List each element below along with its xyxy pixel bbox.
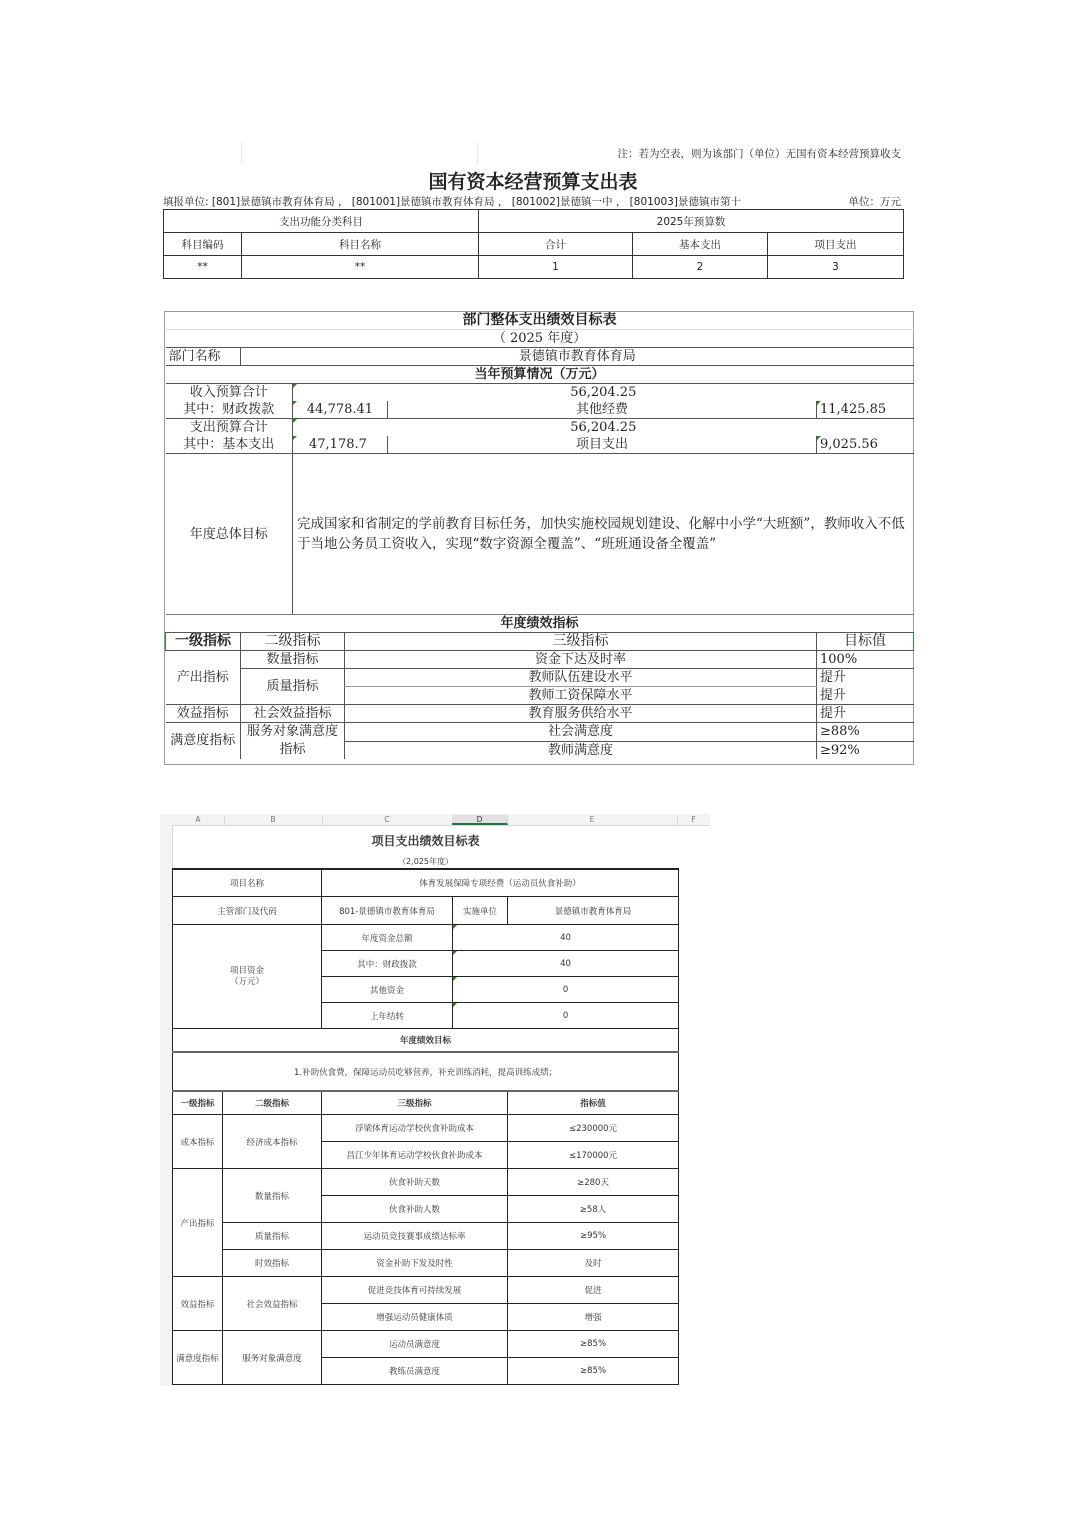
- table-row: [173, 1115, 679, 1142]
- sheet-year: （2,025年度）: [398, 857, 453, 866]
- target-cell[interactable]: 100%: [817, 651, 914, 669]
- column-header: 目标值: [817, 633, 914, 651]
- column-header: 指标值: [508, 1091, 679, 1115]
- value-cell[interactable]: ≥85%: [508, 1331, 679, 1358]
- level3-cell: 资金补助下发及时性: [322, 1250, 508, 1277]
- level3-cell: 伙食补助天数: [322, 1169, 508, 1196]
- column-letter-f[interactable]: F: [691, 815, 696, 824]
- level3-cell: 运动员竞技赛事成绩达标率: [322, 1223, 508, 1250]
- project-expense-value[interactable]: 9,025.56: [817, 436, 914, 454]
- column-header: 科目名称: [242, 233, 479, 256]
- value-cell[interactable]: ≤230000元: [508, 1115, 679, 1142]
- sheet-year: （ 2025 年度）: [166, 330, 914, 348]
- other-funds-value[interactable]: 11,425.85: [817, 401, 914, 419]
- project-funds-label-line1: 项目资金: [229, 965, 264, 976]
- level3-cell: 教练员满意度: [322, 1358, 508, 1385]
- level3-cell: 昌江少年体育运动学校伙食补助成本: [322, 1142, 508, 1169]
- budget-expense-table: [163, 209, 904, 279]
- column-header: 一级指标: [173, 1091, 223, 1115]
- level1-cell: 成本指标: [173, 1115, 223, 1169]
- table-cell[interactable]: **: [164, 256, 242, 279]
- level3-cell: 资金下达及时率: [345, 651, 817, 669]
- column-header: 科目编码: [164, 233, 242, 256]
- table-row: [166, 723, 914, 742]
- target-cell[interactable]: 提升: [817, 669, 914, 687]
- indicators-header: 年度绩效指标: [166, 615, 914, 633]
- column-header: 三级指标: [322, 1091, 508, 1115]
- level3-cell: 增强运动员健康体质: [322, 1304, 508, 1331]
- level2-cell: 质量指标: [241, 669, 345, 705]
- fiscal-allocation-label: 其中：财政拨款: [166, 401, 293, 419]
- level1-cell: 效益指标: [173, 1277, 223, 1331]
- income-total-label: 收入预算合计: [189, 385, 268, 400]
- project-performance-table: [172, 825, 679, 1385]
- level3-cell: 促进竞技体育可持续发展: [322, 1277, 508, 1304]
- level3-cell: 教育服务供给水平: [345, 705, 817, 723]
- value-cell[interactable]: 及时: [508, 1250, 679, 1277]
- table-row: [164, 256, 904, 279]
- sheet-title: 部门整体支出绩效目标表: [166, 312, 914, 330]
- grid-line: [241, 142, 242, 164]
- table-cell[interactable]: 2: [633, 256, 768, 279]
- level1-cell: 产出指标: [166, 651, 241, 705]
- fund-item-value[interactable]: 0: [453, 1003, 679, 1029]
- value-cell[interactable]: ≥85%: [508, 1358, 679, 1385]
- annual-goal-label: 年度总体目标: [166, 454, 293, 615]
- project-performance-sheet: [160, 814, 710, 1386]
- level3-cell: 社会满意度: [345, 723, 817, 742]
- level2-cell: 数量指标: [241, 651, 345, 669]
- annual-goal-text[interactable]: 完成国家和省制定的学前教育目标任务，加快实施校园规划建设、化解中小学“大班额”，教师收入不低于当地公务员工资收入，实现“数字资源全覆盖”、“班班通设备全覆盖”: [293, 454, 914, 615]
- department-performance-table: [165, 312, 914, 759]
- annual-goal-header: 年度绩效目标: [173, 1029, 679, 1053]
- impl-unit-label: 实施单位: [453, 897, 508, 925]
- level1-cell: 满意度指标: [170, 733, 236, 748]
- fund-item-value[interactable]: 40: [453, 951, 679, 977]
- table-row: [166, 705, 914, 723]
- level3-cell: 教师队伍建设水平: [345, 669, 817, 687]
- table-row: [166, 651, 914, 669]
- impl-unit-value[interactable]: 景德镇市教育体育局: [508, 897, 679, 925]
- level3-cell: 教师工资保障水平: [345, 687, 817, 705]
- expense-total-value[interactable]: 56,204.25: [293, 419, 914, 437]
- income-total-value[interactable]: 56,204.25: [293, 384, 914, 402]
- basic-expense-value[interactable]: 47,178.7: [293, 436, 388, 454]
- column-letter-d[interactable]: D: [452, 815, 508, 825]
- column-header: 一级指标: [166, 633, 241, 651]
- table-row: [173, 1223, 679, 1250]
- fund-item-label: 其他资金: [322, 977, 453, 1003]
- target-cell[interactable]: ≥92%: [817, 741, 914, 759]
- filling-unit: 填报单位: [801]景德镇市教育体育局 ， [801001]景德镇市教育体育局 ， [801002]景德镇一中 ， [801003]景德镇市第十: [163, 196, 741, 208]
- target-cell[interactable]: 提升: [817, 705, 914, 723]
- dept-name-value[interactable]: 景德镇市教育体育局: [241, 348, 914, 366]
- fiscal-allocation-value[interactable]: 44,778.41: [293, 401, 388, 419]
- group-header-budget: 2025年预算数: [479, 210, 904, 233]
- group-header-function: 支出功能分类科目: [164, 210, 479, 233]
- level2-cell: 质量指标: [223, 1223, 322, 1250]
- column-letter-e[interactable]: E: [507, 815, 678, 825]
- table-row: [173, 1169, 679, 1196]
- level2-cell: 社会效益指标: [241, 705, 345, 723]
- other-funds-label: 其他经费: [388, 401, 817, 419]
- table-cell[interactable]: 1: [479, 256, 633, 279]
- value-cell[interactable]: 增强: [508, 1304, 679, 1331]
- project-name-value[interactable]: 体育发展保障专项经费（运动员伙食补助）: [322, 869, 679, 897]
- column-header: 二级指标: [241, 633, 345, 651]
- level2-cell: 数量指标: [223, 1169, 322, 1223]
- level2-cell: 服务对象满意度: [223, 1331, 322, 1385]
- column-header: 项目支出: [768, 233, 904, 256]
- column-letter-a[interactable]: A: [172, 815, 225, 825]
- column-header: 基本支出: [633, 233, 768, 256]
- fund-item-label: 上年结转: [322, 1003, 453, 1029]
- fund-item-label: 其中：财政拨款: [322, 951, 453, 977]
- level3-cell: 运动员满意度: [322, 1331, 508, 1358]
- level2-cell: 社会效益指标: [223, 1277, 322, 1331]
- level1-cell: 产出指标: [173, 1169, 223, 1277]
- column-header: 二级指标: [223, 1091, 322, 1115]
- table-cell[interactable]: 3: [768, 256, 904, 279]
- project-funds-label: [173, 925, 322, 1029]
- level2-cell: 时效指标: [223, 1250, 322, 1277]
- dept-code-label: 主管部门及代码: [173, 897, 322, 925]
- unit-label: 单位：万元: [848, 196, 901, 208]
- annual-goal-text[interactable]: 1.补助伙食费，保障运动员吃够营养，补充训练消耗，提高训练成绩；: [173, 1052, 679, 1091]
- table-row: [173, 1331, 679, 1358]
- level1-cell: 满意度指标: [173, 1331, 223, 1385]
- level3-cell: 浮梁体育运动学校伙食补助成本: [322, 1115, 508, 1142]
- fund-item-label: 年度资金总额: [322, 925, 453, 951]
- column-letter-c[interactable]: C: [322, 815, 453, 825]
- table-row: [166, 669, 914, 687]
- dept-name-label: 部门名称: [166, 348, 241, 366]
- project-funds-label-line2: （万元）: [229, 976, 264, 987]
- fund-item-value[interactable]: 0: [453, 977, 679, 1003]
- level3-cell: 伙食补助人数: [322, 1196, 508, 1223]
- table-cell[interactable]: **: [242, 256, 479, 279]
- department-performance-sheet: [164, 311, 914, 765]
- value-cell[interactable]: ≥58人: [508, 1196, 679, 1223]
- budget-section-header: 当年预算情况（万元）: [166, 366, 914, 384]
- target-cell[interactable]: ≥88%: [817, 723, 914, 742]
- level1-cell: 效益指标: [166, 705, 241, 723]
- value-cell[interactable]: ≤170000元: [508, 1142, 679, 1169]
- level2-cell: 服务对象满意度指标: [241, 723, 345, 760]
- sheet-title: 项目支出绩效目标表: [371, 833, 480, 848]
- fund-item-value[interactable]: 40: [453, 925, 679, 951]
- level2-cell: 经济成本指标: [223, 1115, 322, 1169]
- table-row: [173, 1250, 679, 1277]
- value-cell[interactable]: ≥95%: [508, 1223, 679, 1250]
- column-header: 合计: [479, 233, 633, 256]
- level3-cell: 教师满意度: [345, 741, 817, 759]
- sheet-title: 国有资本经营预算支出表: [428, 171, 638, 193]
- column-letter-b[interactable]: B: [224, 815, 323, 825]
- expense-total-label: 支出预算合计: [189, 420, 268, 435]
- column-header: 三级指标: [345, 633, 817, 651]
- empty-table-note: 注：若为空表，则为该部门（单位）无国有资本经营预算收支: [617, 148, 901, 160]
- table-row: [173, 1277, 679, 1304]
- target-cell[interactable]: 提升: [817, 687, 914, 705]
- project-expense-label: 项目支出: [388, 436, 817, 454]
- value-cell[interactable]: ≥280天: [508, 1169, 679, 1196]
- basic-expense-label: 其中：基本支出: [166, 436, 293, 454]
- grid-line: [477, 142, 478, 164]
- value-cell[interactable]: 促进: [508, 1277, 679, 1304]
- project-name-label: 项目名称: [173, 869, 322, 897]
- dept-code-value[interactable]: 801-景德镇市教育体育局: [322, 897, 453, 925]
